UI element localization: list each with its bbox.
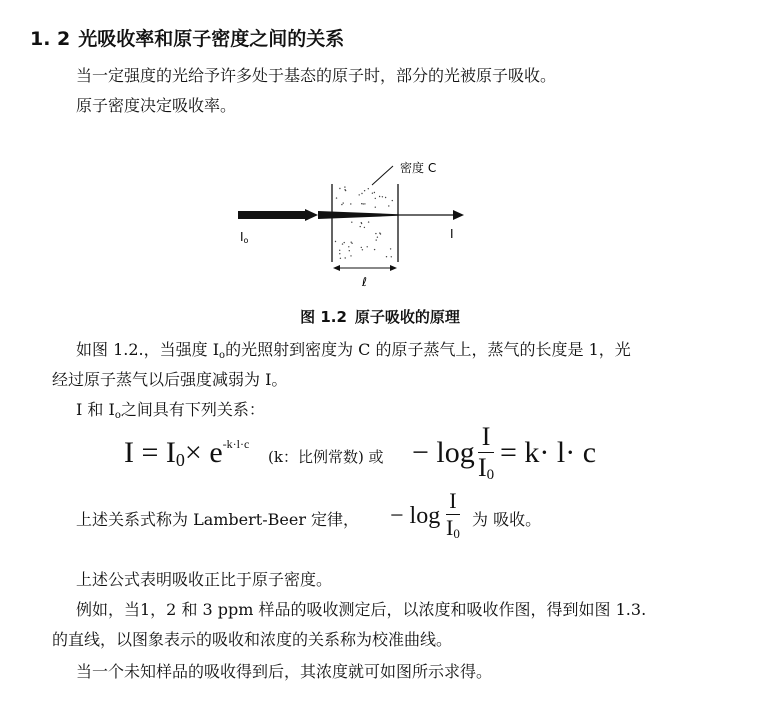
vapor-speckle (351, 222, 352, 223)
vapor-speckle (361, 203, 362, 204)
vapor-speckle (350, 255, 351, 256)
density-label: 密度 C (400, 161, 437, 175)
vapor-speckle (342, 243, 343, 244)
paragraph-6: 当一个未知样品的吸收得到后，其浓度就可如图所示求得。 (76, 662, 493, 681)
fraction-denominator: I0 (478, 453, 495, 483)
vapor-speckle (390, 248, 391, 249)
vapor-speckle (375, 207, 376, 208)
vapor-speckle (374, 249, 375, 250)
vapor-speckle (340, 258, 341, 259)
section-title: 光吸收率和原子密度之间的关系 (78, 28, 345, 50)
vapor-speckle (361, 247, 362, 248)
figure-caption (0, 306, 760, 327)
vapor-speckle (377, 237, 378, 238)
vapor-speckle (359, 194, 360, 195)
paragraph-5-line-1: 例如，当1，2 和 3 ppm 样品的吸收测定后，以浓度和吸收作图，得到如图 1.3. (76, 600, 647, 619)
absorbance-log: − log (390, 503, 441, 529)
vapor-speckle (341, 204, 342, 205)
vapor-speckle (343, 202, 344, 203)
log-form-rhs: = k· l· c (500, 436, 597, 469)
figure-title: 原子吸收的原理 (354, 308, 460, 326)
vapor-speckle (385, 197, 386, 198)
attenuated-beam (318, 211, 398, 219)
vapor-speckle (364, 227, 365, 228)
vapor-speckle (367, 246, 368, 247)
vapor-speckle (351, 242, 352, 243)
vapor-speckle (350, 203, 351, 204)
vapor-speckle (335, 241, 336, 242)
proportionality-note: (k：比例常数) 或 (268, 448, 384, 466)
paragraph-1-line-1: 如图 1.2.，当强度 $I_o$的光照射到密度为 C 的原子蒸气上，蒸气的长度是 1，光 (76, 340, 631, 361)
intensity-ratio-fraction (478, 422, 494, 484)
absorbance-numerator: I (449, 488, 457, 513)
vapor-speckle (368, 188, 369, 189)
log-prefix: − log (412, 436, 475, 469)
beam-arrowhead (453, 210, 464, 220)
vapor-speckle (364, 190, 365, 191)
vapor-speckle (392, 200, 393, 201)
vapor-speckle (376, 239, 377, 240)
vapor-speckle (339, 253, 340, 254)
section-number: 1. 2 (30, 28, 71, 50)
density-pointer (372, 166, 393, 185)
vapor-speckle (379, 196, 380, 197)
vapor-speckle (345, 257, 346, 258)
vapor-speckle (344, 189, 345, 190)
vapor-speckle (391, 256, 392, 257)
vapor-speckle (372, 193, 373, 194)
vapor-speckle (344, 242, 345, 243)
vapor-speckle (362, 249, 363, 250)
paragraph-4: 上述公式表明吸收正比于原子密度。 (76, 570, 333, 589)
vapor-speckle (348, 246, 349, 247)
vapor-speckle (349, 250, 350, 251)
vapor-speckle (386, 256, 387, 257)
vapor-speckle (368, 221, 369, 222)
absorption-diagram (0, 150, 760, 300)
section-heading (30, 24, 344, 51)
length-label: ℓ (362, 275, 367, 289)
absorbance-denominator: I0 (446, 515, 460, 541)
incident-intensity-label: Io (240, 230, 249, 245)
vapor-speckle (364, 203, 365, 204)
vapor-speckle (374, 192, 375, 193)
vapor-speckle (360, 226, 361, 227)
beer-lambert-exponential-form: $I = I0\times e^{-k\cdot l\cdot c}$ (124, 436, 250, 470)
vapor-speckle (336, 197, 337, 198)
paragraph-5-line-2: 的直线，以图象表示的吸收和浓度的关系称为校准曲线。 (52, 630, 453, 649)
vapor-speckle (388, 205, 389, 206)
vapor-speckle (375, 233, 376, 234)
vapor-speckle (361, 193, 362, 194)
incident-beam (238, 209, 318, 221)
paragraph-1-line-2: 经过原子蒸气以后强度减弱为 I。 (52, 370, 288, 389)
vapor-speckle (379, 232, 380, 233)
vapor-speckle (363, 203, 364, 204)
paragraph-2: I 和 $I_o$之间具有下列关系： (76, 400, 265, 421)
fraction-numerator: I (481, 422, 491, 451)
intro-line-1: 当一定强度的光给予许多处于基态的原子时，部分的光被原子吸收。 (76, 66, 557, 85)
transmitted-intensity-label: I (450, 227, 454, 241)
length-arrow-left (333, 265, 340, 271)
paragraph-3-text: 上述关系式称为 Lambert-Beer 定律， (76, 510, 360, 529)
vapor-speckle (361, 222, 362, 223)
intro-line-2: 原子密度决定吸收率。 (76, 96, 237, 115)
paragraph-3-suffix: 为 吸收。 (472, 510, 542, 529)
figure-number: 图 1.2 (300, 308, 347, 326)
absorbance-fraction (446, 488, 460, 542)
vapor-cell (332, 184, 398, 262)
vapor-speckle (339, 188, 340, 189)
vapor-speckle (382, 196, 383, 197)
vapor-speckle (351, 243, 352, 244)
length-arrow-right (390, 265, 397, 271)
vapor-speckle (375, 198, 376, 199)
vapor-speckle (339, 250, 340, 251)
vapor-speckle (344, 186, 345, 187)
